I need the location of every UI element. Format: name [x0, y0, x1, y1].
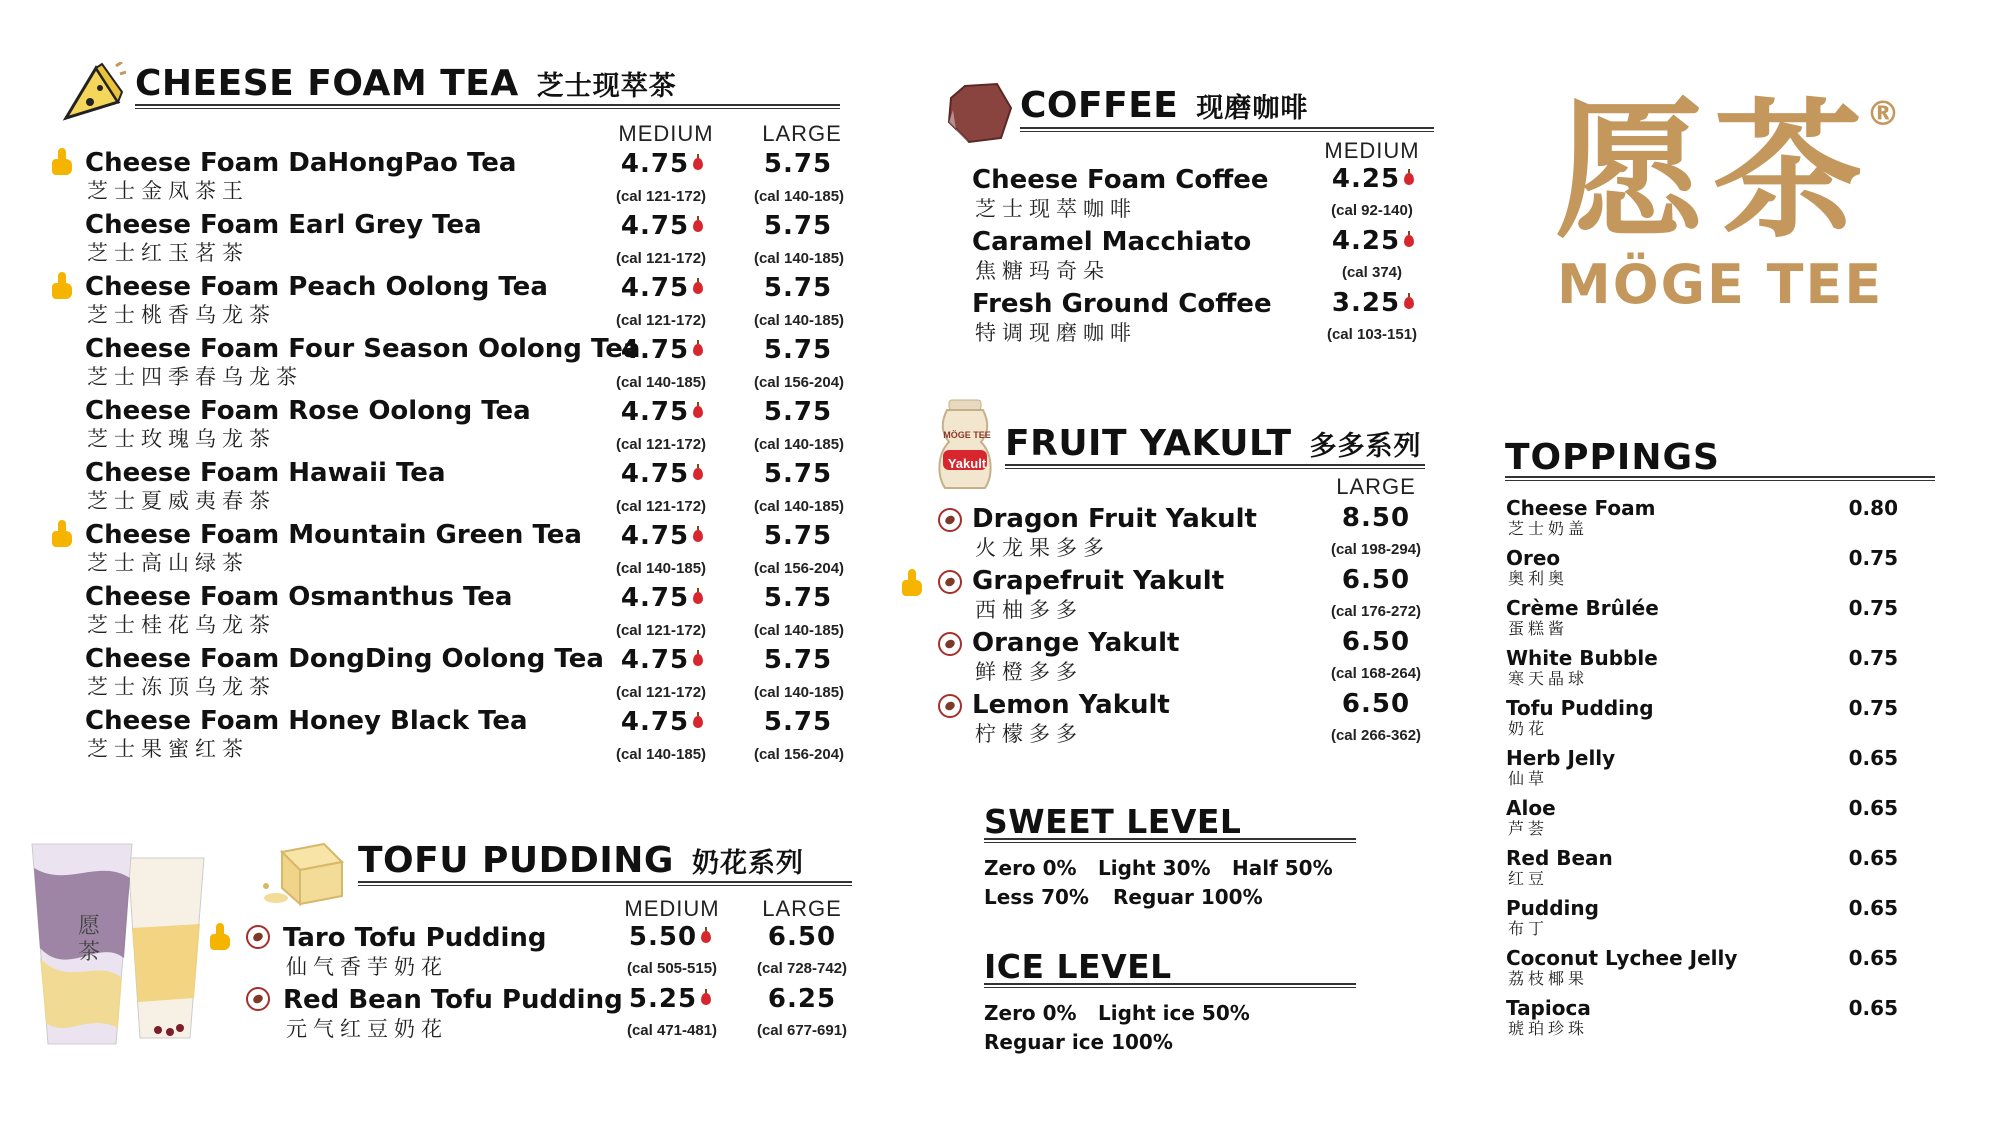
- cheese-foam-large-price-value: 5.75: [763, 645, 833, 675]
- tofu-large-cal: (cal 677-691): [756, 1022, 848, 1039]
- brand-logo-cn: 愿茶: [1555, 83, 1872, 259]
- cheese-foam-large-price-value: 5.75: [763, 211, 833, 241]
- cup-logo-text: 愿茶: [78, 914, 101, 965]
- cheese-foam-medium-price: [592, 275, 732, 301]
- bean-badge-icon: [938, 694, 962, 718]
- cheese-foam-medium-price-value: 4.75: [620, 645, 690, 675]
- coffee-rule: [1020, 127, 1434, 132]
- cheese-foam-medium-price: [592, 461, 732, 487]
- cheese-foam-title-cn: 芝士现萃茶: [536, 71, 677, 102]
- cheese-foam-medium-price-value: 4.75: [620, 459, 690, 489]
- coffee-medium-price-value: 4.25: [1331, 226, 1401, 256]
- yakult-item-name-cn: 鲜橙多多: [975, 660, 1083, 684]
- sweet-option-half: Half 50%: [1232, 856, 1333, 880]
- cheese-foam-large-header: LARGE: [762, 121, 842, 146]
- coffee-bean-icon: [945, 82, 1013, 144]
- topping-name-cn: 仙草: [1508, 769, 1549, 788]
- topping-name-cn: 荔枝椰果: [1508, 969, 1589, 988]
- cheese-foam-item-name: Cheese Foam DongDing Oolong Tea: [85, 644, 604, 674]
- cheese-foam-medium-cal: (cal 121-172): [615, 684, 707, 701]
- yakult-large-header: LARGE: [1336, 474, 1416, 499]
- coffee-medium-price-value: 3.25: [1331, 288, 1401, 318]
- tofu-pudding-cups-image: [28, 838, 213, 1053]
- topping-name: Coconut Lychee Jelly: [1506, 946, 1738, 970]
- cheese-foam-large-cal: (cal 140-185): [753, 436, 845, 453]
- cheese-foam-item-name: Cheese Foam Rose Oolong Tea: [85, 396, 531, 426]
- cheese-foam-item-name-cn: 芝士夏威夷春茶: [87, 489, 276, 513]
- cheese-foam-medium-cal: (cal 121-172): [615, 250, 707, 267]
- topping-name-cn: 琥珀珍珠: [1508, 1019, 1589, 1038]
- cheese-foam-medium-cal: (cal 140-185): [615, 560, 707, 577]
- cheese-foam-medium-price: [592, 337, 732, 363]
- tofu-large-price: [732, 986, 872, 1012]
- red-drop-icon: [693, 530, 703, 542]
- cheese-foam-large-price: [728, 709, 868, 735]
- cheese-foam-item-name: Cheese Foam Earl Grey Tea: [85, 210, 482, 240]
- yakult-title-cn: 多多系列: [1309, 431, 1422, 462]
- yakult-item-name: Orange Yakult: [972, 628, 1180, 658]
- coffee-medium-price: [1303, 290, 1443, 316]
- cheese-foam-medium-price-value: 4.75: [620, 273, 690, 303]
- coffee-medium-price-value: 4.25: [1331, 164, 1401, 194]
- cheese-foam-medium-price: [592, 523, 732, 549]
- cheese-foam-title: CHEESE FOAM TEA: [135, 63, 519, 104]
- yakult-large-price: [1306, 505, 1446, 531]
- cheese-foam-medium-price-value: 4.75: [620, 397, 690, 427]
- sweet-option-less: Less 70%: [984, 885, 1089, 909]
- cheese-foam-item-name-cn: 芝士桂花乌龙茶: [87, 613, 276, 637]
- tofu-title: TOFU PUDDING: [358, 840, 674, 881]
- yakult-large-cal: (cal 176-272): [1330, 603, 1422, 620]
- cheese-foam-medium-price-value: 4.75: [620, 149, 690, 179]
- cheese-foam-item-name-cn: 芝士冻顶乌龙茶: [87, 675, 276, 699]
- coffee-medium-cal: (cal 374): [1341, 264, 1403, 281]
- sweet-level-title: SWEET LEVEL: [984, 802, 1242, 841]
- cheese-foam-medium-cal: (cal 140-185): [615, 374, 707, 391]
- red-drop-icon: [701, 993, 711, 1005]
- yakult-large-cal: (cal 266-362): [1330, 727, 1422, 744]
- coffee-item-name: Caramel Macchiato: [972, 227, 1252, 257]
- cheese-foam-rule: [135, 104, 840, 109]
- cheese-foam-large-price: [728, 337, 868, 363]
- topping-price: 0.65: [1848, 746, 1898, 770]
- sweet-option-regular: Reguar 100%: [1113, 885, 1263, 909]
- tofu-title-cn: 奶花系列: [691, 848, 804, 879]
- tofu-medium-header: MEDIUM: [624, 896, 720, 921]
- red-drop-icon: [701, 931, 711, 943]
- topping-price: 0.65: [1848, 896, 1898, 920]
- cheese-foam-medium-price-value: 4.75: [620, 707, 690, 737]
- cheese-foam-medium-cal: (cal 121-172): [615, 622, 707, 639]
- coffee-item-name: Fresh Ground Coffee: [972, 289, 1272, 319]
- yakult-large-price: [1306, 629, 1446, 655]
- topping-price: 0.65: [1848, 846, 1898, 870]
- ice-level-title: ICE LEVEL: [984, 947, 1172, 986]
- cheese-foam-medium-price: [592, 399, 732, 425]
- cheese-foam-medium-price-value: 4.75: [620, 583, 690, 613]
- red-drop-icon: [1404, 173, 1414, 185]
- tofu-large-header: LARGE: [762, 896, 842, 921]
- yakult-large-price-value: 8.50: [1341, 503, 1411, 533]
- cheese-foam-medium-price: [592, 585, 732, 611]
- cheese-foam-large-cal: (cal 156-204): [753, 746, 845, 763]
- tofu-block-icon: [262, 838, 346, 908]
- topping-name: White Bubble: [1506, 646, 1658, 670]
- topping-name-cn: 奶花: [1508, 719, 1549, 738]
- cheese-foam-medium-price: [592, 647, 732, 673]
- thumbs-up-icon: [50, 148, 76, 176]
- topping-name-cn: 芝士奶盖: [1508, 519, 1589, 538]
- red-drop-icon: [693, 654, 703, 666]
- cheese-foam-item-name: Cheese Foam Four Season Oolong Tea: [85, 334, 641, 364]
- cheese-foam-large-price-value: 5.75: [763, 707, 833, 737]
- cheese-foam-large-cal: (cal 140-185): [753, 188, 845, 205]
- toppings-title: TOPPINGS: [1505, 437, 1720, 478]
- cheese-foam-section-title: [135, 63, 677, 104]
- bean-badge-icon: [246, 925, 270, 949]
- tofu-medium-price: [600, 924, 740, 950]
- cheese-foam-large-cal: (cal 140-185): [753, 684, 845, 701]
- topping-name-cn: 寒天晶球: [1508, 669, 1589, 688]
- cheese-foam-medium-price: [592, 151, 732, 177]
- red-drop-icon: [1404, 297, 1414, 309]
- brand-logo-en: MÖGE TEE: [1557, 253, 1884, 316]
- topping-name-cn: 芦荟: [1508, 819, 1549, 838]
- cheese-foam-item-name-cn: 芝士果蜜红茶: [87, 737, 249, 761]
- topping-name-cn: 布丁: [1508, 919, 1549, 938]
- red-drop-icon: [693, 406, 703, 418]
- toppings-rule: [1505, 476, 1935, 481]
- cheese-foam-medium-cal: (cal 121-172): [615, 498, 707, 515]
- coffee-item-name: Cheese Foam Coffee: [972, 165, 1269, 195]
- yakult-title: FRUIT YAKULT: [1005, 423, 1292, 464]
- yakult-item-name-cn: 火龙果多多: [975, 536, 1110, 560]
- cheese-foam-medium-cal: (cal 121-172): [615, 436, 707, 453]
- topping-name: Herb Jelly: [1506, 746, 1616, 770]
- coffee-medium-price: [1303, 166, 1443, 192]
- yakult-large-price: [1306, 567, 1446, 593]
- cheese-foam-medium-price: [592, 213, 732, 239]
- cheese-foam-large-cal: (cal 140-185): [753, 498, 845, 515]
- cheese-foam-item-name-cn: 芝士玫瑰乌龙茶: [87, 427, 276, 451]
- tofu-medium-price-value: 5.50: [628, 922, 698, 952]
- cheese-foam-large-cal: (cal 156-204): [753, 560, 845, 577]
- topping-name: Oreo: [1506, 546, 1561, 570]
- topping-price: 0.65: [1848, 996, 1898, 1020]
- yakult-bottle-brand: MÖGE TEE: [943, 430, 991, 440]
- topping-name: Tapioca: [1506, 996, 1591, 1020]
- bean-badge-icon: [938, 570, 962, 594]
- topping-price: 0.75: [1848, 646, 1898, 670]
- cheese-foam-medium-cal: (cal 121-172): [615, 188, 707, 205]
- cheese-foam-large-price-value: 5.75: [763, 521, 833, 551]
- sweet-rule: [984, 838, 1356, 843]
- bean-badge-icon: [938, 632, 962, 656]
- cheese-foam-large-cal: (cal 140-185): [753, 250, 845, 267]
- red-drop-icon: [693, 344, 703, 356]
- ice-option-regular: Reguar ice 100%: [984, 1030, 1173, 1054]
- bean-badge-icon: [246, 987, 270, 1011]
- topping-name: Tofu Pudding: [1506, 696, 1654, 720]
- topping-price: 0.75: [1848, 546, 1898, 570]
- cheese-foam-large-cal: (cal 140-185): [753, 312, 845, 329]
- red-drop-icon: [693, 282, 703, 294]
- topping-name: Crème Brûlée: [1506, 596, 1659, 620]
- cheese-foam-large-cal: (cal 156-204): [753, 374, 845, 391]
- cheese-foam-medium-cal: (cal 140-185): [615, 746, 707, 763]
- bean-badge-icon: [938, 508, 962, 532]
- coffee-title: COFFEE: [1020, 85, 1179, 126]
- cheese-foam-large-price-value: 5.75: [763, 149, 833, 179]
- cheese-foam-item-name: Cheese Foam Peach Oolong Tea: [85, 272, 548, 302]
- yakult-item-name-cn: 西柚多多: [975, 598, 1083, 622]
- topping-price: 0.65: [1848, 946, 1898, 970]
- coffee-medium-cal: (cal 103-151): [1326, 326, 1418, 343]
- cheese-foam-item-name-cn: 芝士红玉茗茶: [87, 241, 249, 265]
- thumbs-up-icon: [208, 923, 234, 951]
- thumbs-up-icon: [900, 569, 926, 597]
- topping-name: Red Bean: [1506, 846, 1613, 870]
- cheese-foam-medium-price-value: 4.75: [620, 521, 690, 551]
- cheese-foam-medium-price: [592, 709, 732, 735]
- red-drop-icon: [693, 468, 703, 480]
- topping-price: 0.65: [1848, 796, 1898, 820]
- cheese-foam-medium-cal: (cal 121-172): [615, 312, 707, 329]
- coffee-medium-price: [1303, 228, 1443, 254]
- coffee-item-name-cn: 芝士现萃咖啡: [975, 197, 1137, 221]
- red-drop-icon: [1404, 235, 1414, 247]
- yakult-rule: [1005, 464, 1425, 469]
- topping-price: 0.75: [1848, 696, 1898, 720]
- cheese-foam-item-name-cn: 芝士金凤茶王: [87, 179, 249, 203]
- tofu-large-price-value: 6.25: [767, 984, 837, 1014]
- ice-option-light: Light ice 50%: [1098, 1001, 1250, 1025]
- cheese-foam-medium-price-value: 4.75: [620, 335, 690, 365]
- topping-name: Aloe: [1506, 796, 1556, 820]
- cheese-foam-large-price-value: 5.75: [763, 273, 833, 303]
- yakult-large-price-value: 6.50: [1341, 565, 1411, 595]
- yakult-bottle-icon: [935, 398, 997, 490]
- tofu-item-name: Red Bean Tofu Pudding: [283, 985, 623, 1015]
- coffee-item-name-cn: 特调现磨咖啡: [975, 321, 1137, 345]
- yakult-section-title: [1005, 423, 1422, 464]
- cheese-foam-large-price: [728, 151, 868, 177]
- yakult-item-name: Grapefruit Yakult: [972, 566, 1225, 596]
- yakult-large-price-value: 6.50: [1341, 627, 1411, 657]
- cheese-foam-item-name: Cheese Foam DaHongPao Tea: [85, 148, 517, 178]
- cheese-foam-large-cal: (cal 140-185): [753, 622, 845, 639]
- red-drop-icon: [693, 220, 703, 232]
- tofu-large-price: [732, 924, 872, 950]
- cheese-foam-large-price-value: 5.75: [763, 335, 833, 365]
- cheese-foam-large-price: [728, 399, 868, 425]
- yakult-large-price: [1306, 691, 1446, 717]
- red-drop-icon: [693, 158, 703, 170]
- ice-rule: [984, 983, 1356, 988]
- cheese-foam-large-price: [728, 523, 868, 549]
- coffee-medium-header: MEDIUM: [1324, 138, 1420, 163]
- brand-registered-mark: ®: [1866, 94, 1900, 134]
- topping-price: 0.80: [1848, 496, 1898, 520]
- cheese-foam-item-name: Cheese Foam Osmanthus Tea: [85, 582, 513, 612]
- ice-option-zero: Zero 0%: [984, 1001, 1077, 1025]
- yakult-item-name: Lemon Yakult: [972, 690, 1170, 720]
- tofu-medium-price: [600, 986, 740, 1012]
- thumbs-up-icon: [50, 520, 76, 548]
- yakult-large-price-value: 6.50: [1341, 689, 1411, 719]
- topping-name: Cheese Foam: [1506, 496, 1656, 520]
- sweet-option-light: Light 30%: [1098, 856, 1211, 880]
- cheese-foam-large-price: [728, 647, 868, 673]
- cheese-foam-large-price: [728, 275, 868, 301]
- cheese-foam-medium-price-value: 4.75: [620, 211, 690, 241]
- cheese-wedge-icon: [60, 62, 126, 122]
- tofu-medium-cal: (cal 471-481): [626, 1022, 718, 1039]
- tofu-large-price-value: 6.50: [767, 922, 837, 952]
- tofu-medium-price-value: 5.25: [628, 984, 698, 1014]
- coffee-item-name-cn: 焦糖玛奇朵: [975, 259, 1110, 283]
- cheese-foam-item-name: Cheese Foam Honey Black Tea: [85, 706, 528, 736]
- cheese-foam-item-name: Cheese Foam Hawaii Tea: [85, 458, 446, 488]
- cheese-foam-large-price-value: 5.75: [763, 459, 833, 489]
- cheese-foam-large-price: [728, 585, 868, 611]
- cheese-foam-item-name-cn: 芝士四季春乌龙茶: [87, 365, 303, 389]
- yakult-large-cal: (cal 198-294): [1330, 541, 1422, 558]
- cheese-foam-large-price-value: 5.75: [763, 583, 833, 613]
- tofu-item-name-cn: 元气红豆奶花: [286, 1017, 448, 1041]
- topping-name-cn: 奥利奥: [1508, 569, 1569, 588]
- yakult-item-name: Dragon Fruit Yakult: [972, 504, 1257, 534]
- cheese-foam-item-name-cn: 芝士桃香乌龙茶: [87, 303, 276, 327]
- coffee-section-title: [1020, 85, 1309, 126]
- red-drop-icon: [693, 592, 703, 604]
- cheese-foam-item-name: Cheese Foam Mountain Green Tea: [85, 520, 582, 550]
- tofu-rule: [358, 881, 852, 886]
- cheese-foam-medium-header: MEDIUM: [618, 121, 714, 146]
- cheese-foam-large-price: [728, 461, 868, 487]
- tofu-item-name-cn: 仙气香芋奶花: [286, 955, 448, 979]
- coffee-medium-cal: (cal 92-140): [1331, 202, 1413, 219]
- tofu-item-name: Taro Tofu Pudding: [283, 923, 547, 953]
- yakult-item-name-cn: 柠檬多多: [975, 722, 1083, 746]
- tofu-medium-cal: (cal 505-515): [626, 960, 718, 977]
- tofu-large-cal: (cal 728-742): [756, 960, 848, 977]
- topping-price: 0.75: [1848, 596, 1898, 620]
- coffee-title-cn: 现磨咖啡: [1196, 93, 1309, 124]
- topping-name-cn: 蛋糕酱: [1508, 619, 1569, 638]
- cheese-foam-large-price: [728, 213, 868, 239]
- tofu-section-title: [358, 840, 804, 881]
- cheese-foam-item-name-cn: 芝士高山绿茶: [87, 551, 249, 575]
- cheese-foam-large-price-value: 5.75: [763, 397, 833, 427]
- yakult-bottle-label: Yakult: [947, 456, 987, 471]
- yakult-large-cal: (cal 168-264): [1330, 665, 1422, 682]
- thumbs-up-icon: [50, 272, 76, 300]
- topping-name: Pudding: [1506, 896, 1599, 920]
- sweet-option-zero: Zero 0%: [984, 856, 1077, 880]
- red-drop-icon: [693, 716, 703, 728]
- topping-name-cn: 红豆: [1508, 869, 1549, 888]
